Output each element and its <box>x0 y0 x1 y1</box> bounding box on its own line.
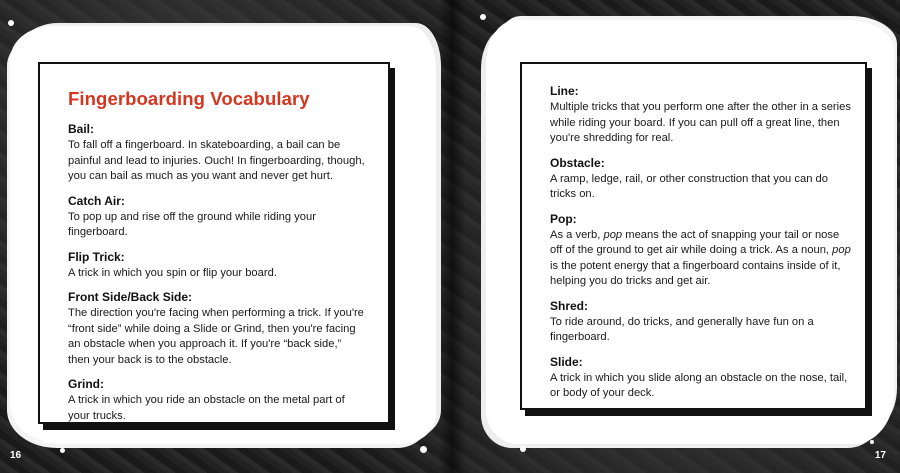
vocab-definition: To fall off a fingerboard. In skateboarding, a bail can be painful and lead to injuries. Ouch! In fingerboarding, though, you can bail as much as you want and never get hurt. <box>68 139 365 182</box>
vocab-entry-pop <box>550 212 851 290</box>
definition-text: is the potent energy that a fingerboard contains inside of it, helping you do tricks and get air. <box>550 259 841 287</box>
page-title: Fingerboarding Vocabulary <box>68 88 310 109</box>
paint-speck <box>8 20 14 26</box>
vocab-definition: Multiple tricks that you perform one after the other in a series while riding your board. If you can pull off a great line, then you're shredding for real. <box>550 101 851 144</box>
paint-speck <box>480 14 486 20</box>
vocab-definition: To pop up and rise off the ground while riding your fingerboard. <box>68 210 316 238</box>
emphasized-word: pop <box>832 244 851 256</box>
vocab-term: Bail: <box>68 122 95 136</box>
vocab-entry-bail <box>68 122 366 185</box>
paint-speck <box>420 446 427 453</box>
paint-speck <box>60 448 65 453</box>
vocab-term: Front Side/Back Side: <box>68 290 193 304</box>
vocab-entry-front-side-back-side <box>68 290 366 368</box>
book-spine <box>438 0 466 473</box>
vocab-entry-obstacle <box>550 156 851 203</box>
page-number-right: 17 <box>874 450 886 461</box>
emphasized-word: pop <box>603 228 623 241</box>
vocab-definition: A ramp, ledge, rail, or other construction that you can do tricks on. <box>550 172 828 200</box>
vocab-definition <box>550 228 851 290</box>
definition-text: As a verb, <box>550 228 604 241</box>
vocab-term: Flip Trick: <box>68 249 125 264</box>
vocab-term: Pop: <box>550 211 577 226</box>
vocab-entry-slide <box>550 355 851 402</box>
vocab-term: Line: <box>550 84 579 98</box>
vocab-definition: The direction you're facing when performing a trick. If you're “front side” while doing a Slide or Grind, then you're facing an obstacle when you approach it. If you're “back side,” then your back is to the obstacle. <box>68 307 364 366</box>
vocab-term: Grind: <box>68 377 104 391</box>
paint-speck <box>520 446 526 452</box>
vocab-entry-grind <box>68 377 366 424</box>
vocab-definition: A trick in which you spin or flip your board. <box>68 266 277 279</box>
vocab-term: Obstacle: <box>550 155 605 170</box>
definition-text: means the act of snapping your tail or nose off of the ground to get air while doing a trick. As a noun, <box>550 228 840 256</box>
vocab-entry-shred <box>550 299 851 346</box>
paint-speck <box>870 440 874 444</box>
vocab-entry-flip-trick <box>68 250 366 282</box>
vocabulary-panel-right <box>520 62 867 410</box>
vocab-term: Shred: <box>550 298 589 313</box>
paint-speck <box>430 60 435 65</box>
paint-speck <box>884 120 889 125</box>
vocabulary-panel-left <box>38 62 390 424</box>
vocab-entry-catch-air <box>68 194 366 241</box>
vocab-term: Catch Air: <box>68 193 125 208</box>
vocab-term: Slide: <box>550 354 583 369</box>
vocab-definition: A trick in which you ride an obstacle on the metal part of your trucks. <box>68 394 345 422</box>
vocab-entry-line <box>550 84 851 147</box>
vocab-definition: To ride around, do tricks, and generally have fun on a fingerboard. <box>550 315 814 343</box>
vocab-definition: A trick in which you slide along an obstacle on the nose, tail, or body of your deck. <box>550 371 848 399</box>
page-number-left: 16 <box>10 450 22 461</box>
